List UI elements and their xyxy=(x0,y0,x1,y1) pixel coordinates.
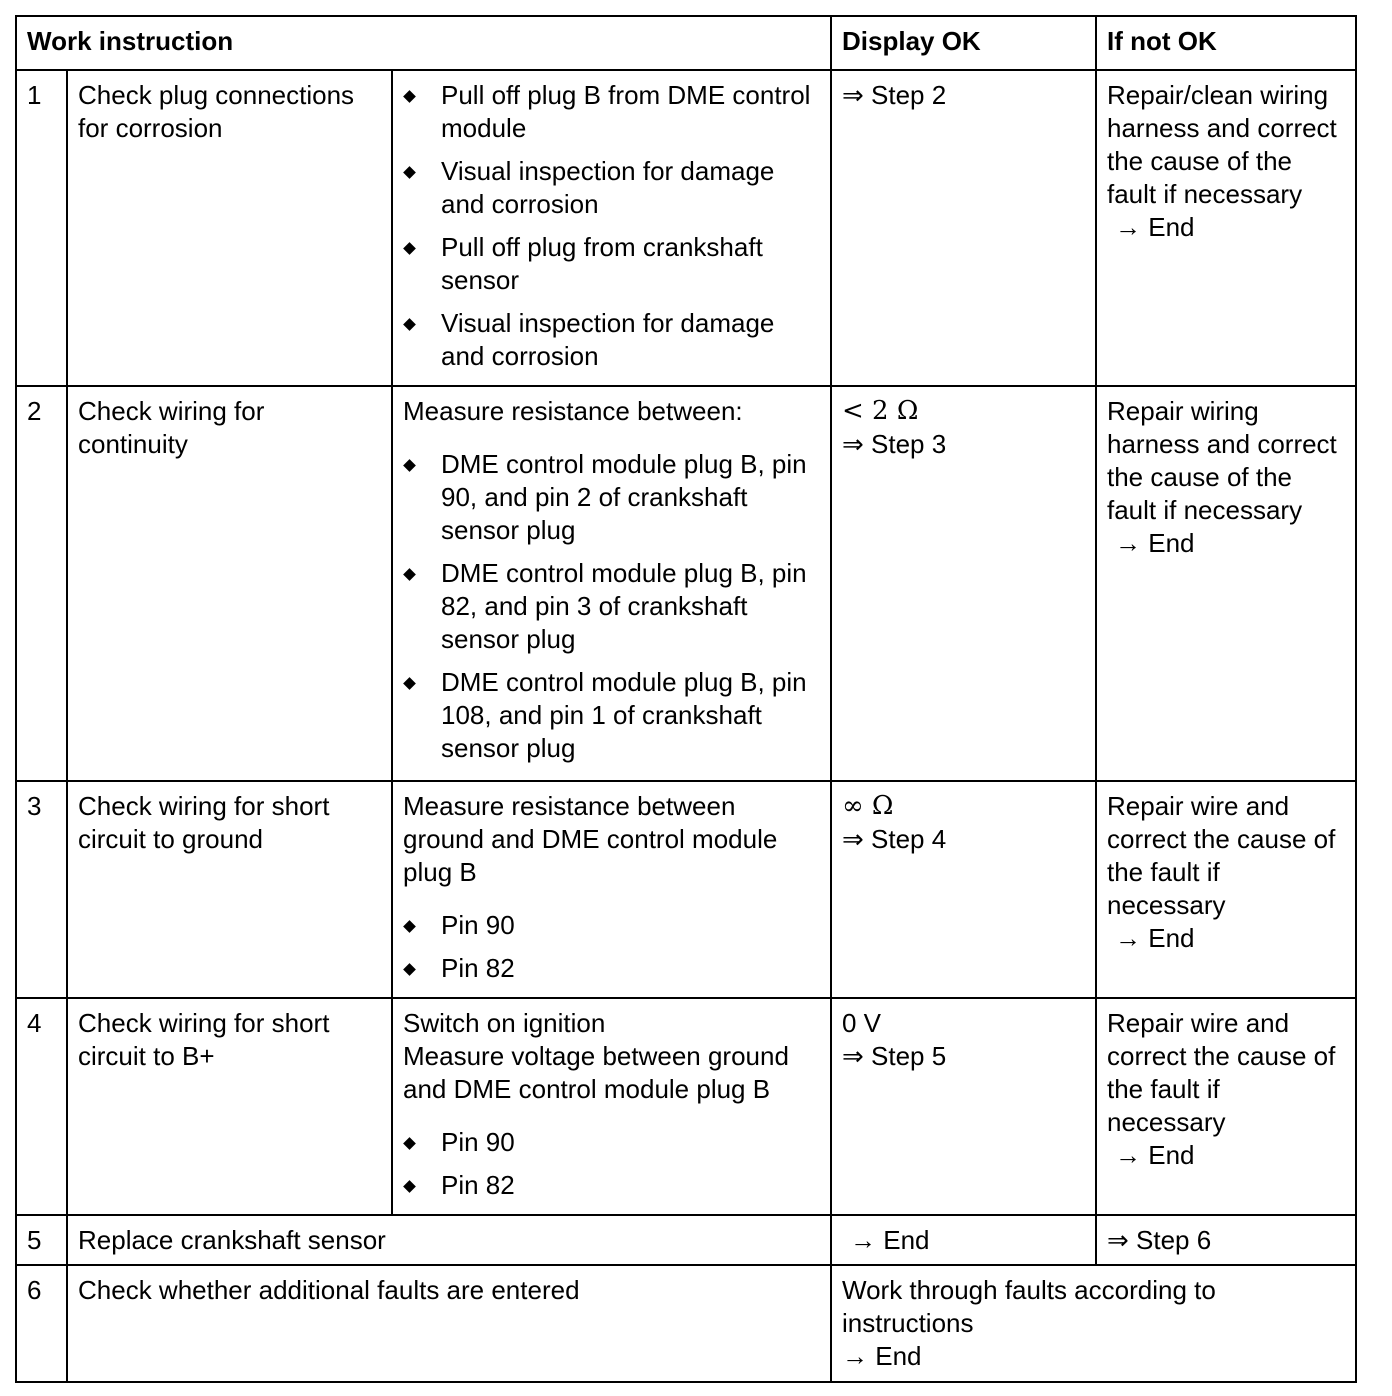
step-task: Replace crankshaft sensor xyxy=(67,1215,831,1265)
table-row xyxy=(16,998,1356,1215)
list-item xyxy=(403,155,820,221)
display-ok-cell xyxy=(831,70,1096,386)
bullet-list xyxy=(403,448,820,765)
step-task: Check wiring for short circuit to B+ xyxy=(67,998,392,1215)
step-details xyxy=(392,386,831,781)
table-row xyxy=(16,70,1356,386)
not-ok-text: Repair wire and correct the cause of the fault if necessary xyxy=(1107,1008,1336,1137)
header-display-ok: Display OK xyxy=(831,16,1096,70)
step-intro: Measure resistance between: xyxy=(403,396,743,426)
bullet-text: DME control module plug B, pin 108, and pin 1 of crankshaft sensor plug xyxy=(441,667,807,763)
list-item xyxy=(403,448,820,547)
not-ok-next: → End xyxy=(1115,212,1195,242)
display-ok-text: ⇒ Step 4 xyxy=(842,824,947,854)
step-intro: Switch on ignition xyxy=(403,1008,606,1038)
bullet-icon xyxy=(403,166,416,179)
bullet-text: Visual inspection for damage and corrosion xyxy=(441,156,775,219)
not-ok-cell xyxy=(1096,998,1356,1215)
work-instruction-table xyxy=(15,15,1357,1383)
bullet-list xyxy=(403,79,820,373)
list-item xyxy=(403,307,820,373)
bullet-icon xyxy=(403,90,416,103)
step-intro: Measure resistance between ground and DME control module plug B xyxy=(403,791,778,887)
not-ok-cell xyxy=(1096,386,1356,781)
step-details xyxy=(392,781,831,998)
display-ok-value: < 2 Ω xyxy=(842,396,919,426)
list-item xyxy=(403,909,820,942)
step-task: Check whether additional faults are entered xyxy=(67,1265,831,1382)
list-item xyxy=(403,557,820,656)
result-next: → End xyxy=(842,1341,922,1371)
step-task: Check wiring for continuity xyxy=(67,386,392,781)
bullet-icon xyxy=(403,568,416,581)
not-ok-cell xyxy=(1096,1215,1356,1265)
table-header-row xyxy=(16,16,1356,70)
bullet-text: Pull off plug from crankshaft sensor xyxy=(441,232,763,295)
header-work-instruction: Work instruction xyxy=(16,16,831,70)
bullet-icon xyxy=(403,963,416,976)
step-details xyxy=(392,70,831,386)
bullet-icon xyxy=(403,242,416,255)
list-item xyxy=(403,952,820,985)
bullet-icon xyxy=(403,318,416,331)
bullet-text: Pin 90 xyxy=(441,1127,515,1157)
list-item xyxy=(403,79,820,145)
list-item xyxy=(403,1126,820,1159)
bullet-text: Visual inspection for damage and corrosion xyxy=(441,308,775,371)
bullet-text: Pin 90 xyxy=(441,910,515,940)
not-ok-cell xyxy=(1096,781,1356,998)
display-ok-text: ⇒ Step 5 xyxy=(842,1041,947,1071)
display-ok-value: 0 V xyxy=(842,1008,882,1038)
not-ok-next: → End xyxy=(1115,1140,1195,1170)
not-ok-next: → End xyxy=(1115,528,1195,558)
bullet-icon xyxy=(403,1180,416,1193)
not-ok-next: → End xyxy=(1115,923,1195,953)
step-number: 3 xyxy=(16,781,67,998)
step-number: 2 xyxy=(16,386,67,781)
not-ok-cell xyxy=(1096,70,1356,386)
step-intro: Measure voltage between ground and DME control module plug B xyxy=(403,1041,789,1104)
display-ok-text: → End xyxy=(850,1225,930,1255)
display-ok-text: ⇒ Step 2 xyxy=(842,80,947,110)
display-ok-value: ∞ Ω xyxy=(842,791,894,821)
bullet-text: Pull off plug B from DME control module xyxy=(441,80,811,143)
step-number: 5 xyxy=(16,1215,67,1265)
step-number: 6 xyxy=(16,1265,67,1382)
step-task: Check wiring for short circuit to ground xyxy=(67,781,392,998)
bullet-icon xyxy=(403,677,416,690)
bullet-list xyxy=(403,909,820,985)
display-ok-text: ⇒ Step 3 xyxy=(842,429,947,459)
step-number: 1 xyxy=(16,70,67,386)
bullet-icon xyxy=(403,459,416,472)
step-number: 4 xyxy=(16,998,67,1215)
not-ok-text: Repair/clean wiring harness and correct the cause of the fault if necessary xyxy=(1107,80,1337,209)
not-ok-text: Repair wire and correct the cause of the fault if necessary xyxy=(1107,791,1336,920)
table-row xyxy=(16,781,1356,998)
display-ok-cell xyxy=(831,998,1096,1215)
result-text: Work through faults according to instructions xyxy=(842,1275,1216,1338)
bullet-text: Pin 82 xyxy=(441,953,515,983)
bullet-text: DME control module plug B, pin 82, and pin 3 of crankshaft sensor plug xyxy=(441,558,807,654)
list-item xyxy=(403,666,820,765)
list-item xyxy=(403,1169,820,1202)
display-ok-cell xyxy=(831,781,1096,998)
bullet-icon xyxy=(403,920,416,933)
list-item xyxy=(403,231,820,297)
display-ok-cell xyxy=(831,1215,1096,1265)
table-row xyxy=(16,1215,1356,1265)
step-details xyxy=(392,998,831,1215)
bullet-list xyxy=(403,1126,820,1202)
bullet-text: Pin 82 xyxy=(441,1170,515,1200)
table-row xyxy=(16,386,1356,781)
not-ok-text: Repair wiring harness and correct the cause of the fault if necessary xyxy=(1107,396,1337,525)
step-task: Check plug connections for corrosion xyxy=(67,70,392,386)
header-if-not-ok: If not OK xyxy=(1096,16,1356,70)
not-ok-text: ⇒ Step 6 xyxy=(1107,1225,1212,1255)
bullet-icon xyxy=(403,1137,416,1150)
table-row xyxy=(16,1265,1356,1382)
bullet-text: DME control module plug B, pin 90, and pin 2 of crankshaft sensor plug xyxy=(441,449,807,545)
result-cell xyxy=(831,1265,1356,1382)
display-ok-cell xyxy=(831,386,1096,781)
